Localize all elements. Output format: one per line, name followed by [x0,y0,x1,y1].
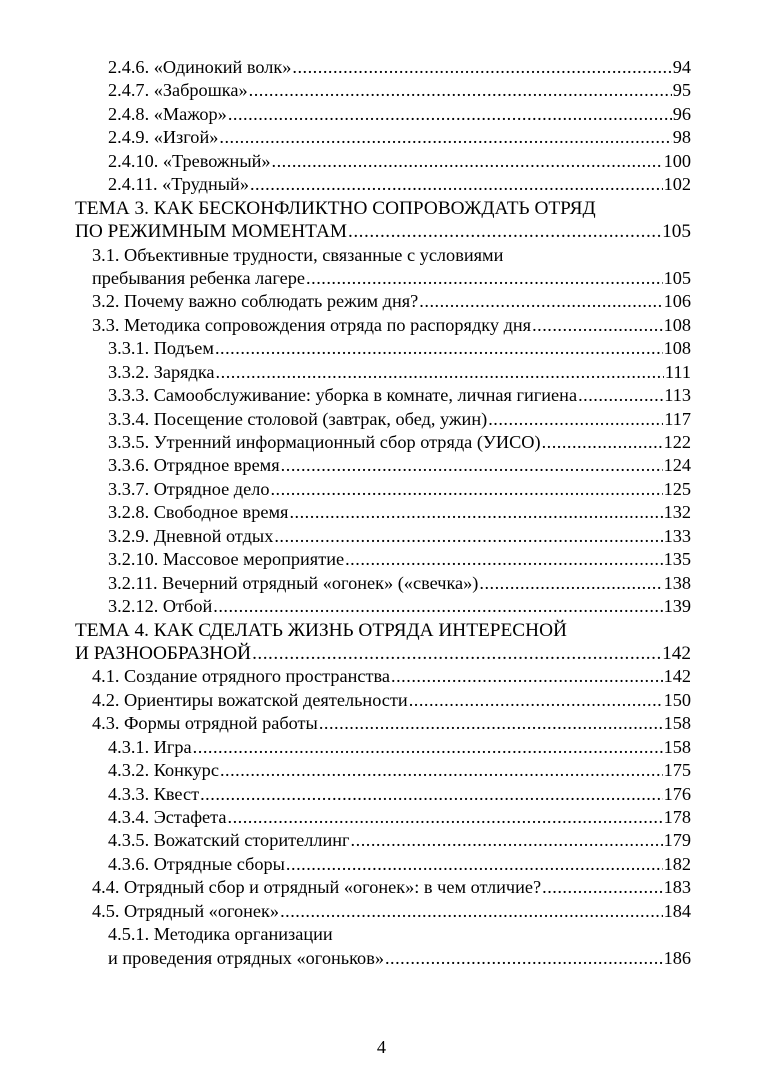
toc-entry-title: 4.3.4. Эстафета [108,807,227,827]
toc-entry-title: 2.4.7. «Заброшка» [108,80,248,101]
toc-entry-page: 105 [663,267,691,288]
toc-entry-title: 4.2. Ориентиры вожатской деятельности [92,689,408,710]
toc-entry-title: 4.1. Создание отрядного пространства [92,666,391,687]
toc-entry-title: 4.3.3. Квест [108,783,200,804]
toc-entry-page: 111 [664,361,691,382]
toc-entry-page: 132 [663,502,691,523]
dot-leader [271,150,663,173]
toc-entry-title: 2.4.10. «Тревожный» [108,150,271,171]
toc-entry[interactable] [0,595,763,618]
toc-entry[interactable] [0,947,763,970]
toc-entry-page: 122 [663,432,691,452]
dot-leader [280,454,663,477]
toc-entry-title: 2.4.9. «Изгой» [108,127,219,148]
dot-leader [418,290,662,313]
toc-entry[interactable] [0,220,763,243]
toc-entry-title: 4.5. Отрядный «огонек» [92,900,280,921]
toc-entry-page: 105 [662,221,691,243]
toc-entry[interactable] [0,408,763,431]
toc-entry[interactable] [0,337,763,360]
toc-entry-line [0,619,763,642]
dot-leader [227,103,672,126]
dot-leader [269,478,662,501]
toc-entry-title: 4.5.1. Методика организации [108,924,333,945]
dot-leader [478,572,662,595]
toc-entry[interactable] [0,290,763,313]
toc-entry[interactable] [0,736,763,759]
toc-entry[interactable] [0,759,763,782]
toc-entry-title: 2.4.11. «Трудный» [108,174,249,195]
toc-entry[interactable] [0,501,763,524]
toc-entry-page: 184 [663,900,691,921]
toc-entry[interactable] [0,829,763,852]
toc-entry-page: 125 [663,478,691,499]
toc-entry-page: 95 [672,80,691,101]
toc-entry-title: 3.3.2. Зарядка [108,361,215,382]
toc-entry-page: 117 [664,408,691,429]
toc-entry-page: 142 [662,642,691,664]
toc-entry[interactable] [0,267,763,290]
dot-leader [347,220,661,243]
toc-entry-page: 178 [663,807,691,827]
toc-entry[interactable] [0,454,763,477]
dot-leader [531,314,663,337]
dot-leader [273,525,662,548]
toc-entry[interactable] [0,56,763,79]
dot-leader [218,126,671,149]
toc-entry-title: 4.4. Отрядный сбор и отрядный «огонек»: в чем отличие? [92,877,542,898]
toc-entry-title: 3.3.4. Посещение столовой (завтрак, обед, ужин) [108,408,488,429]
dot-leader [288,501,662,524]
toc-entry-title: 4.3.6. Отрядные сборы [108,853,285,874]
toc-entry-title: 3.3.5. Утренний информационный сбор отряда (УИСО) [108,432,541,452]
toc-entry[interactable] [0,525,763,548]
toc-entry-title: пребывания ребенка лагере [92,267,306,288]
page-number: 4 [376,1037,387,1057]
toc-entry-page: 133 [663,525,691,546]
dot-leader [408,689,663,712]
dot-leader [248,79,672,102]
toc-entry-line [0,197,763,220]
dot-leader [390,665,663,688]
table-of-contents [0,56,763,970]
dot-leader [541,431,663,454]
toc-entry-title: ТЕМА 4. КАК СДЕЛАТЬ ЖИЗНЬ ОТРЯДА ИНТЕРЕСНОЙ [75,619,567,641]
toc-entry-page: 182 [663,853,691,874]
toc-entry[interactable] [0,314,763,337]
dot-leader [291,56,671,79]
toc-entry-title: 3.2.8. Свободное время [108,502,289,523]
dot-leader [487,408,663,431]
toc-entry-page: 100 [663,150,691,171]
dot-leader [192,736,663,759]
toc-entry-page: 108 [663,338,691,359]
toc-entry[interactable] [0,79,763,102]
toc-entry-title: 2.4.6. «Одинокий волк» [108,57,292,77]
dot-leader [384,947,663,970]
dot-leader [344,548,662,571]
toc-entry[interactable] [0,712,763,735]
dot-leader [318,712,663,735]
toc-entry-page: 113 [664,385,691,406]
toc-entry-title: 3.3.1. Подъем [108,338,214,359]
toc-entry[interactable] [0,384,763,407]
toc-entry-title: И РАЗНООБРАЗНОЙ [75,642,252,664]
toc-entry-page: 102 [663,174,691,195]
toc-entry-page: 176 [663,783,691,804]
toc-entry[interactable] [0,548,763,571]
toc-entry-line [0,923,763,946]
toc-entry-page: 158 [663,736,691,757]
toc-entry-title: и проведения отрядных «огоньков» [108,947,384,968]
toc-entry-title: 3.3.7. Отрядное дело [108,478,270,499]
toc-entry-title: 3.2.11. Вечерний отрядный «огонек» («свечка») [108,572,479,593]
toc-entry-title: 3.1. Объективные трудности, связанные с условиями [92,244,504,265]
dot-leader [214,337,663,360]
dot-leader [285,853,663,876]
dot-leader [199,783,662,806]
toc-entry-page: 186 [663,947,691,968]
dot-leader [215,361,664,384]
toc-entry-title: 4.3.1. Игра [108,736,192,757]
toc-entry[interactable] [0,126,763,149]
toc-entry[interactable] [0,103,763,126]
toc-entry-page: 135 [663,549,691,570]
toc-entry[interactable] [0,689,763,712]
dot-leader [279,900,663,923]
toc-entry-title: 3.2.10. Массовое мероприятие [108,549,345,570]
toc-entry-page: 139 [663,596,691,617]
toc-entry[interactable] [0,150,763,173]
dot-leader [212,595,662,618]
toc-entry-page: 158 [663,713,691,734]
toc-entry-title: 2.4.8. «Мажор» [108,103,227,124]
toc-entry-page: 138 [663,572,691,593]
toc-entry[interactable] [0,361,763,384]
toc-entry-title: 3.2. Почему важно соблюдать режим дня? [92,291,419,312]
toc-entry[interactable] [0,173,763,196]
toc-entry-page: 106 [663,291,691,312]
toc-entry-title: 3.2.9. Дневной отдых [108,525,274,546]
dot-leader [251,642,661,665]
toc-entry-title: 3.3.6. Отрядное время [108,455,280,476]
toc-entry-title: 3.3.3. Самообслуживание: уборка в комнате, личная гигиена [108,385,578,406]
toc-entry-title: 3.2.12. Отбой [108,596,213,617]
toc-entry[interactable] [0,431,763,454]
toc-entry-title: 4.3.2. Конкурс [108,760,219,781]
toc-entry[interactable] [0,806,763,829]
toc-entry-page: 183 [663,877,691,898]
dot-leader [305,267,663,290]
dot-leader [219,759,663,782]
toc-entry[interactable] [0,665,763,688]
dot-leader [350,829,663,852]
toc-entry-title: 4.3. Формы отрядной работы [92,713,318,734]
dot-leader [227,806,663,829]
dot-leader [577,384,663,407]
toc-entry-title: 3.3. Методика сопровождения отряда по распорядку дня [92,314,532,335]
toc-entry[interactable] [0,642,763,665]
toc-entry-page: 96 [672,103,691,124]
dot-leader [249,173,663,196]
toc-entry-page: 108 [663,314,691,335]
toc-entry-title: ТЕМА 3. КАК БЕСКОНФЛИКТНО СОПРОВОЖДАТЬ ОТРЯД [75,197,596,219]
toc-entry-page: 98 [672,127,691,148]
toc-entry-page: 150 [663,689,691,710]
toc-entry[interactable] [0,478,763,501]
toc-entry-line [0,244,763,267]
toc-entry[interactable] [0,853,763,876]
toc-entry[interactable] [0,900,763,923]
toc-entry[interactable] [0,876,763,899]
toc-entry-page: 142 [663,666,691,687]
dot-leader [541,876,662,899]
toc-entry-page: 94 [672,57,691,77]
toc-entry[interactable] [0,572,763,595]
toc-entry-title: ПО РЕЖИМНЫМ МОМЕНТАМ [75,221,348,243]
toc-entry-page: 179 [663,830,691,851]
toc-entry-title: 4.3.5. Вожатский сторителлинг [108,830,350,851]
toc-entry-page: 124 [663,455,691,476]
toc-entry-page: 175 [663,760,691,781]
toc-entry[interactable] [0,783,763,806]
